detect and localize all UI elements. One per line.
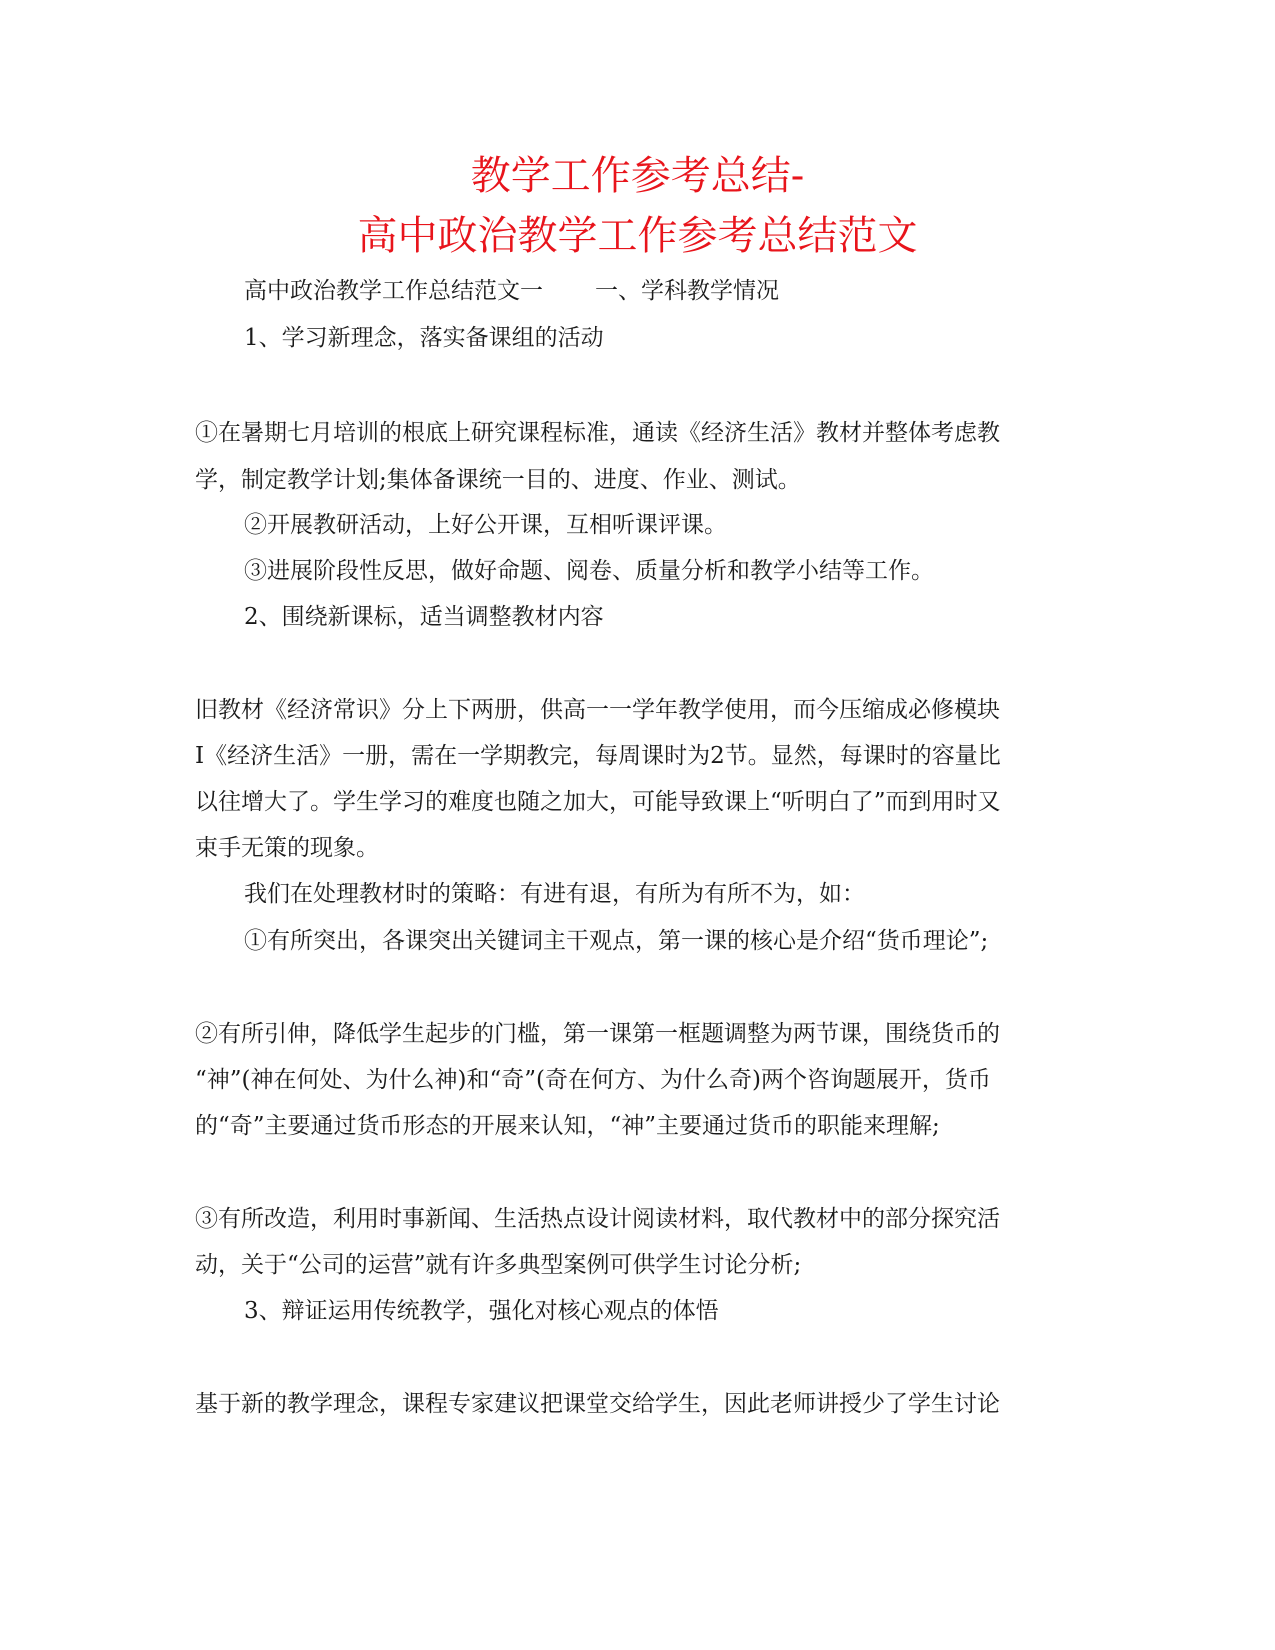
paragraph-line: 以往增大了。学生学习的难度也随之加大，可能导致课上“听明白了”而到用时又 (195, 789, 1001, 815)
paragraph-line: “神”(神在何处、为什么神)和“奇”(奇在何方、为什么奇)两个咨询题展开，货币 (195, 1067, 991, 1093)
subtitle-line (244, 275, 779, 307)
paragraph-line: ①有所突出，各课突出关键词主干观点，第一课的核心是介绍“货币理论”; (244, 928, 989, 954)
paragraph-line: ②有所引伸，降低学生起步的门槛，第一课第一框题调整为两节课，围绕货币的 (195, 1021, 1000, 1047)
subsection-heading: 2、围绕新课标，适当调整教材内容 (244, 604, 604, 630)
paragraph-line: ③进展阶段性反思，做好命题、阅卷、质量分析和教学小结等工作。 (244, 558, 934, 584)
paragraph-line: ②开展教研活动，上好公开课，互相听课评课。 (244, 512, 727, 538)
paragraph-line: ③有所改造，利用时事新闻、生活热点设计阅读材料，取代教材中的部分探究活 (195, 1206, 1000, 1232)
paragraph-line: 的“奇”主要通过货币形态的开展来认知，“神”主要通过货币的职能来理解; (195, 1113, 940, 1139)
subsection-heading: 1、学习新理念，落实备课组的活动 (244, 325, 604, 351)
paragraph-line: 学，制定教学计划;集体备课统一目的、进度、作业、测试。 (195, 467, 801, 493)
document-title-line-1: 教学工作参考总结- (470, 153, 805, 199)
section-heading-1: 一、学科教学情况 (595, 278, 779, 304)
paragraph-line: 动，关于“公司的运营”就有许多典型案例可供学生讨论分析; (195, 1252, 802, 1278)
paragraph-line: 我们在处理教材时的策略：有进有退，有所为有所不为，如： (244, 881, 865, 907)
paragraph-line: 基于新的教学理念，课程专家建议把课堂交给学生，因此老师讲授少了学生讨论 (195, 1391, 1000, 1417)
document-title-line-2: 高中政治教学工作参考总结范文 (357, 213, 918, 259)
paragraph-line: 束手无策的现象。 (195, 835, 379, 861)
subsection-heading: 3、辩证运用传统教学，强化对核心观点的体悟 (244, 1298, 719, 1324)
paragraph-line: Ⅰ《经济生活》一册，需在一学期教完，每周课时为2节。显然，每课时的容量比 (195, 743, 1001, 769)
paragraph-line: ①在暑期七月培训的根底上研究课程标准，通读《经济生活》教材并整体考虑教 (195, 420, 1000, 446)
paragraph-line: 旧教材《经济常识》分上下两册，供高一一学年教学使用，而今压缩成必修模块 (195, 697, 1000, 723)
subtitle-text: 高中政治教学工作总结范文一 (244, 278, 543, 304)
